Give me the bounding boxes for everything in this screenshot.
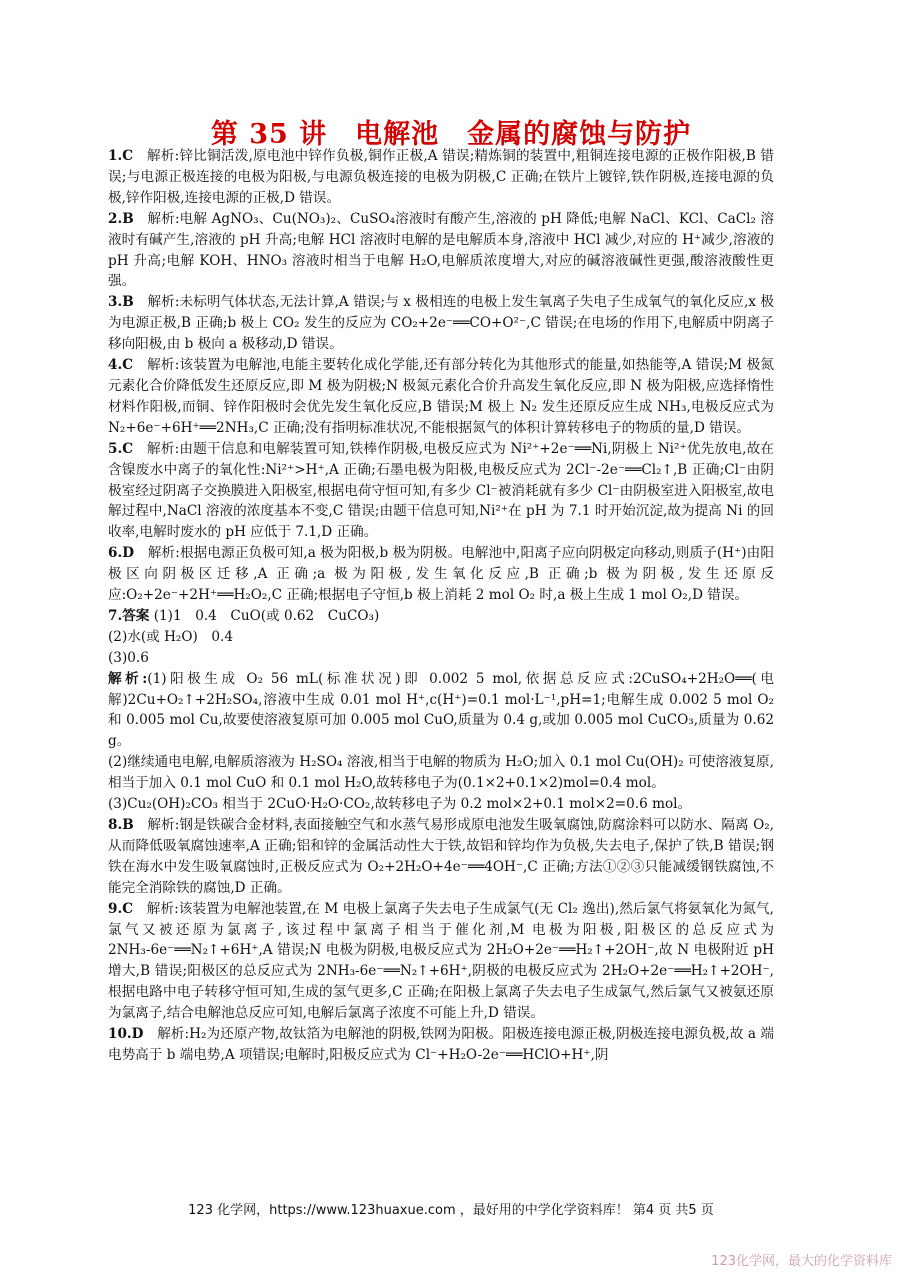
paragraph <box>108 648 774 669</box>
paragraph-text: (3)0.6 <box>108 649 149 666</box>
paragraph-text: (3)Cu₂(OH)₂CO₃ 相当于 2CuO·H₂O·CO₂,故转移电子为 0.2 mol×2+0.1 mol×2=0.6 mol。 <box>108 796 692 813</box>
paragraph <box>108 627 774 648</box>
paragraph <box>108 669 774 753</box>
answer-label: 7.答案 <box>108 607 150 624</box>
answer-label: 解析: <box>108 670 148 687</box>
paragraph-text: (2)水(或 H₂O) 0.4 <box>108 628 234 645</box>
answer-label: 10.D <box>108 1026 144 1043</box>
paragraph <box>108 439 774 544</box>
paragraph <box>108 752 774 794</box>
paragraph-text: 解析:该装置为电解池装置,在 M 电极上氯离子失去电子生成氯气(无 Cl₂ 逸出),然后氯气将氨氧化为氮气,氯气又被还原为氯离子,该过程中氯离子相当于催化剂,M 电极为阳极,阳极区的总反应式为 2NH₃-6e⁻══N₂↑+6H⁺,A 错误;N 电极为阴极,电极反应式为 2H₂O+2e⁻══H₂↑+2OH⁻,故 N 电极附近 pH 增大,B 错误;阳极区的总反应式为 2NH₃-6e⁻══N₂↑+6H⁺,阴极的电极反应式为 2H₂O+2e⁻══H₂↑+2OH⁻,根据电路中电子转移守恒可知,生成的氢气更多,C 正确;在阳极上氯离子失去电子生成氯气,然后氯气又被氨还原为氯离子,结合电解池总反应可知,电解后氯离子浓度不可能上升,D 错误。 <box>108 900 774 1022</box>
paragraph-text: (2)继续通电电解,电解质溶液为 H₂SO₄ 溶液,相当于电解的物质为 H₂O;加入 0.1 mol Cu(OH)₂ 可使溶液复原,相当于加入 0.1 mol CuO 和 0.1 mol H₂O,故转移电子为(0.1×2+0.1×2)mol=0.4 mol。 <box>108 754 774 792</box>
paragraph-text: 解析:未标明气体状态,无法计算,A 错误;与 x 极相连的电极上发生氧离子失电子生成氧气的氧化反应,x 极为电源正极,B 正确;b 极上 CO₂ 发生的反应为 CO₂+2e⁻══CO+O²⁻,C 错误;在电场的作用下,电解质中阴离子移向阳极,由 b 极向 a 极移动,D 错误。 <box>108 294 774 353</box>
paragraph-text: (1)1 0.4 CuO(或 0.62 CuCO₃) <box>149 607 380 624</box>
paragraph-text: 解析:H₂为还原产物,故钛箔为电解池的阴极,铁网为阳极。阳极连接电源正极,阴极连接电源负极,故 a 端电势高于 b 端电势,A 项错误;电解时,阳极反应式为 Cl⁻+H₂O-2e⁻══HClO+H⁺,阴 <box>108 1026 774 1063</box>
answer-label: 8.B <box>108 817 134 833</box>
page-title: 第 35 讲 电解池 金属的腐蚀与防护 <box>210 119 692 150</box>
paragraph-text: 解析:根据电源正负极可知,a 极为阳极,b 极为阴极。电解池中,阳离子应向阴极定向移动,则质子(H⁺)由阳极区向阴极区迁移,A 正确;a 极为阳极,发生氧化反应,B 正确;b 极为阴极,发生还原反应:O₂+2e⁻+2H⁺══H₂O₂,C 正确;根据电子守恒,b 极上消耗 2 mol O₂ 时,a 极上生成 1 mol O₂,D 错误。 <box>108 545 774 604</box>
answer-label: 1.C <box>108 148 134 164</box>
paragraph <box>108 1024 774 1066</box>
paragraph-text: (1)阳极生成 O₂ 56 mL(标准状况)即 0.002 5 mol,依据总反应式:2CuSO₄+2H₂O══(电解)2Cu+O₂↑+2H₂SO₄,溶液中生成 0.01 mol H⁺,c(H⁺)=0.1 mol·L⁻¹,pH=1;电解生成 0.002 5 mol O₂ 和 0.005 mol Cu,故要使溶液复原可加 0.005 mol CuO,质量为 0.4 g,或加 0.005 mol CuCO₃,质量为 0.62 g。 <box>108 670 774 750</box>
watermark: 123化学网，最大的化学资料库 <box>711 1254 892 1269</box>
answer-label: 4.C <box>108 357 134 374</box>
paragraph-text: 解析:由题干信息和电解装置可知,铁棒作阴极,电极反应式为 Ni²⁺+2e⁻══Ni,阴极上 Ni²⁺优先放电,故在含镍废水中离子的氧化性:Ni²⁺>H⁺,A 正确;石墨电极为阳极,电极反应式为 2Cl⁻-2e⁻══Cl₂↑,B 正确;Cl⁻由阴极室经过阴离子交换膜进入阳极室,根据电荷守恒可知,有多少 Cl⁻被消耗就有多少 Cl⁻由阴极室进入阳极室,故电解过程中,NaCl 溶液的浓度基本不变,C 错误;由题干信息可知,Ni²⁺在 pH 为 7.1 时开始沉淀,故为提高 Ni 的回收率,电解时废水的 pH 应低于 7.1,D 正确。 <box>108 440 774 541</box>
page-footer: 123 化学网，https://www.123huaxue.com ，最好用的中学化学资料库！ 第4 页 共5 页 <box>188 1203 714 1218</box>
paragraph <box>108 899 774 1024</box>
answer-content <box>108 146 774 1066</box>
answer-label: 9.C <box>108 900 134 917</box>
paragraph <box>108 606 774 627</box>
paragraph-text: 解析:钢是铁碳合金材料,表面接触空气和水蒸气易形成原电池发生吸氧腐蚀,防腐涂料可以防水、隔离 O₂,从而降低吸氧腐蚀速率,A 正确;铝和锌的金属活动性大于铁,故铝和锌均作为负极,失去电子,保护了铁,B 错误;钢铁在海水中发生吸氧腐蚀时,正极反应式为 O₂+2H₂O+4e⁻══4OH⁻,C 正确;方法①②③只能减缓钢铁腐蚀,不能完全消除铁的腐蚀,D 正确。 <box>108 817 774 896</box>
paragraph-text: 解析:锌比铜活泼,原电池中锌作负极,铜作正极,A 错误;精炼铜的装置中,粗铜连接电源的正极作阳极,B 错误;与电源正极连接的电极为阳极,与电源负极连接的电极为阴极,C 正确;在铁片上镀锌,铁作阴极,连接电源的负极,锌作阳极,连接电源的正极,D 错误。 <box>108 148 774 206</box>
answer-label: 5.C <box>108 440 134 457</box>
paragraph <box>108 292 774 355</box>
answer-label: 2.B <box>108 210 134 227</box>
paragraph-text: 解析:该装置为电解池,电能主要转化成化学能,还有部分转化为其他形式的能量,如热能等,A 错误;M 极氮元素化合价降低发生还原反应,即 M 极为阴极;N 极氮元素化合价升高发生氧化反应,即 N 极为阳极,应选择惰性材料作阳极,而铜、锌作阳极时会优先发生氧化反应,B 错误;M 极上 N₂ 发生还原反应生成 NH₃,电极反应式为 N₂+6e⁻+6H⁺══2NH₃,C 正确;没有指明标准状况,不能根据氮气的体积计算转移电子的物质的量,D 错误。 <box>108 357 774 436</box>
answer-label: 3.B <box>108 294 134 311</box>
paragraph <box>108 794 774 815</box>
paragraph <box>108 209 774 293</box>
paragraph <box>108 146 774 209</box>
paragraph <box>108 543 774 606</box>
paragraph <box>108 355 774 439</box>
answer-label: 6.D <box>108 545 134 562</box>
paragraph <box>108 815 774 899</box>
paragraph-text: 解析:电解 AgNO₃、Cu(NO₃)₂、CuSO₄溶液时有酸产生,溶液的 pH 降低;电解 NaCl、KCl、CaCl₂ 溶液时有碱产生,溶液的 pH 升高;电解 HCl 溶液时电解的是电解质本身,溶液中 HCl 减少,对应的 H⁺减少,溶液的 pH 升高;电解 KOH、HNO₃ 溶液时相当于电解 H₂O,电解质浓度增大,对应的碱溶液碱性更强,酸溶液酸性更强。 <box>108 210 774 290</box>
